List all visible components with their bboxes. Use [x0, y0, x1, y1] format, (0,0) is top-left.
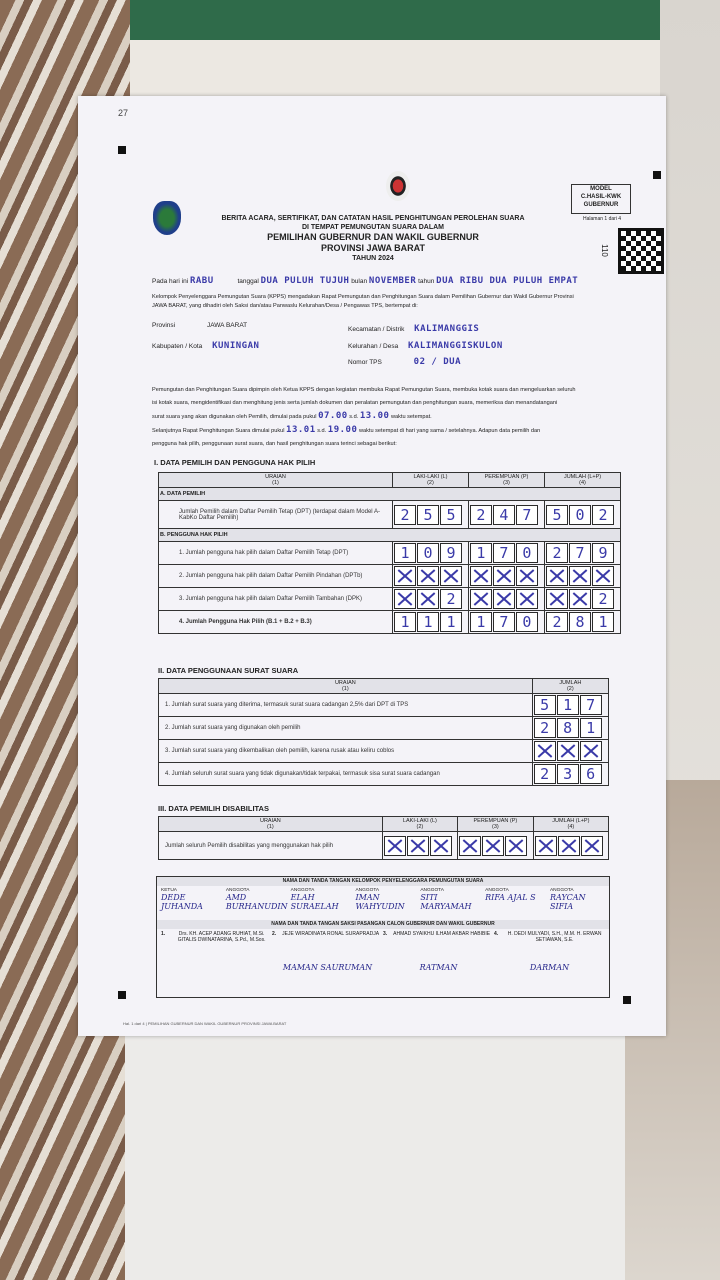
kpps-role: ANGGOTA: [549, 888, 574, 893]
s1-n3: (3): [503, 480, 510, 486]
s1-b4-j: [545, 611, 621, 634]
location-provinsi: [152, 322, 302, 329]
crossed-box: [440, 566, 462, 586]
value-kecamatan: KALIMANGGIS: [414, 324, 480, 334]
crossed-box: [482, 836, 504, 856]
kpps-name: IMAN WAHYUDIN: [355, 893, 405, 911]
s1-a-title: A. DATA PEMILIH: [159, 488, 621, 501]
s2-r2-value: [532, 717, 608, 740]
qr-code-icon: [618, 228, 664, 274]
digit-box: 7: [580, 695, 602, 715]
crossed-box: [546, 589, 568, 609]
label-kecamatan: Kecamatan / Distrik: [348, 326, 405, 333]
kpps-role: ANGGOTA: [355, 888, 380, 893]
crossed-box: [516, 589, 538, 609]
digit-box: 2: [546, 612, 568, 632]
saksi-candidate-1: [161, 931, 272, 961]
saksi-sig-empty: [161, 963, 272, 972]
kpps-sig-6: [485, 888, 545, 918]
s2-head-uraian-text: URAIAN: [334, 680, 356, 686]
s1-head-l: [393, 473, 469, 488]
value-end2: 19.00: [327, 425, 358, 435]
digit-box: 4: [493, 505, 515, 525]
crossed-box: [470, 566, 492, 586]
corner-mark-bottom-right: [623, 996, 631, 1004]
kpps-role: ANGGOTA: [225, 888, 250, 893]
crossed-box: [558, 836, 580, 856]
crossed-box: [459, 836, 481, 856]
digit-box: 2: [470, 505, 492, 525]
model-box: [571, 184, 631, 214]
digit-box: 9: [592, 543, 614, 563]
label-tanggal: tanggal: [237, 278, 259, 285]
label-kabupaten: Kabupaten / Kota: [152, 343, 203, 350]
saksi-names: [157, 929, 609, 963]
digit-box: 7: [569, 543, 591, 563]
label-provinsi: Provinsi: [152, 322, 176, 329]
model-line1: MODEL: [590, 186, 612, 192]
s2-r4-label: 4. Jumlah seluruh surat suara yang tidak digunakan/tidak terpakai, termasuk sisa surat suara cadangan: [159, 763, 533, 786]
crossed-box: [581, 836, 603, 856]
s3-l: [382, 832, 457, 860]
s3-head-j: [533, 817, 608, 832]
form-c-hasil: [78, 96, 666, 1036]
title-line5: TAHUN 2024: [352, 255, 394, 262]
location-kabupaten: [152, 341, 352, 351]
s3-head-j-text: JUMLAH (L+P): [552, 818, 590, 824]
value-provinsi: JAWA BARAT: [206, 322, 248, 329]
title-line4: PROVINSI JAWA BARAT: [320, 243, 425, 253]
s1-b3-l: [393, 588, 469, 611]
kpps-role-ketua: KETUA: [161, 888, 177, 893]
s3-n4: (4): [567, 824, 575, 830]
crossed-box: [384, 836, 406, 856]
digit-box: 7: [516, 505, 538, 525]
kpps-sig-7: [550, 888, 605, 918]
crossed-box: [535, 836, 557, 856]
body-p5: pengguna hak pilih, penggunaan surat suara, dan hasil penghitungan suara terinci sebagai berikut:: [152, 441, 397, 447]
tps-code: 110: [599, 244, 609, 257]
digit-box: 0: [569, 505, 591, 525]
crossed-box: [505, 836, 527, 856]
digit-box: 2: [546, 543, 568, 563]
s2-r3-value: [532, 740, 608, 763]
s3-head-uraian: [159, 817, 383, 832]
title-line1: BERITA ACARA, SERTIFIKAT, DAN CATATAN HASIL PENGHITUNGAN PEROLEHAN SUARA: [221, 215, 525, 222]
s1-b2-p: [468, 565, 544, 588]
s1-a-p: [468, 501, 544, 529]
s2-head-j-text: JUMLAH: [559, 680, 582, 686]
label-kelurahan: Kelurahan / Desa: [348, 343, 399, 350]
title-line2: DI TEMPAT PEMUNGUTAN SUARA DALAM: [301, 224, 445, 231]
s1-a-l: [393, 501, 469, 529]
kpps-title: NAMA DAN TANDA TANGAN KELOMPOK PENYELENGGARA PEMUNGUTAN SUARA: [157, 877, 609, 886]
s2-r2-label: 2. Jumlah surat suara yang digunakan oleh pemilih: [159, 717, 533, 740]
background-pillar: [125, 1020, 625, 1280]
value-kabupaten: KUNINGAN: [212, 341, 260, 351]
s1-b2-label: 2. Jumlah pengguna hak pilih dalam Daftar Pemilih Pindahan (DPTb): [159, 565, 393, 588]
kpps-role: ANGGOTA: [485, 888, 509, 893]
section3-table: [158, 816, 609, 860]
s1-b2-l: [393, 565, 469, 588]
s3-head-l-text: LAKI-LAKI (L): [402, 818, 437, 824]
s1-b4-p: [468, 611, 544, 634]
digit-box: 5: [417, 505, 439, 525]
label-bulan: bulan: [351, 278, 368, 285]
saksi-signatures: [157, 963, 609, 972]
s2-r3-label: 3. Jumlah surat suara yang dikembalikan oleh pemilih, karena rusak atau keliru coblos: [159, 740, 533, 763]
digit-box: 3: [557, 764, 579, 784]
form-title: [188, 214, 558, 263]
model-line3: GUBERNUR: [583, 202, 619, 208]
intro-para2: JAWA BARAT, yang dihadiri oleh Saksi dan/atau Panwaslu Kelurahan/Desa / Pengawas TPS, bertempat di:: [152, 303, 418, 309]
background-wall: [120, 40, 700, 100]
s3-n3: (3): [492, 824, 499, 830]
saksi-number: 1.: [161, 931, 166, 937]
section3-title: III. DATA PEMILIH DISABILITAS: [158, 804, 269, 813]
body-paragraph: [152, 384, 657, 451]
saksi-candidate-3: [383, 931, 494, 961]
s1-n4: (4): [579, 480, 586, 486]
s1-head-uraian: [159, 473, 393, 488]
saksi-number: 2.: [272, 931, 277, 937]
s3-row-label: Jumlah seluruh Pemilih disabilitas yang menggunakan hak pilih: [159, 832, 383, 860]
s3-p: [458, 832, 534, 860]
s2-n1: (1): [341, 686, 349, 692]
kpps-role: ANGGOTA: [290, 888, 315, 893]
intro-date-line: [152, 276, 652, 286]
saksi-signature-3: RATMAN: [419, 963, 458, 972]
digit-box: 7: [493, 543, 515, 563]
s1-a-row-label: Jumlah Pemilih dalam Daftar Pemilih Tetap (DPT) (terdapat dalam Model A-KabKo Daftar Pemilih): [159, 501, 393, 529]
location-kecamatan: [348, 324, 598, 334]
kpps-name: DEDE JUHANDA: [161, 893, 203, 911]
label-sd1: s.d.: [349, 414, 359, 420]
s2-r1-value: [532, 694, 608, 717]
s1-head-j-text: JUMLAH (L+P): [563, 474, 602, 480]
value-tanggal: DUA PULUH TUJUH: [260, 276, 350, 286]
body-p3b: waktu setempat.: [390, 414, 432, 420]
s3-n1: (1): [267, 824, 274, 830]
digit-box: 2: [592, 589, 614, 609]
s1-b3-label: 3. Jumlah pengguna hak pilih dalam Daftar Pemilih Tambahan (DPK): [159, 588, 393, 611]
kpps-signatures: [157, 886, 609, 920]
digit-box: 1: [580, 718, 602, 738]
digit-box: 7: [493, 612, 515, 632]
value-hari: RABU: [189, 276, 214, 286]
digit-box: 8: [569, 612, 591, 632]
handwritten-page-number: 27: [118, 108, 129, 118]
signature-block: [156, 876, 610, 998]
s1-b1-j: [545, 542, 621, 565]
saksi-title: NAMA DAN TANDA TANGAN SAKSI PASANGAN CALON GUBERNUR DAN WAKIL GUBERNUR: [157, 920, 609, 929]
intro-para1: Kelompok Penyelenggara Pemungutan Suara (KPPS) mengadakan Rapat Pemungutan dan Penghitungan Suara dalam Pemilihan Gubernur dan Wakil Gubernur Provinsi: [152, 294, 574, 300]
crossed-box: [394, 589, 416, 609]
s1-b-title: B. PENGGUNA HAK PILIH: [159, 529, 621, 542]
crossed-box: [394, 566, 416, 586]
digit-box: 0: [417, 543, 439, 563]
s1-head-p: [468, 473, 544, 488]
digit-box: 1: [394, 612, 416, 632]
crossed-box: [493, 589, 515, 609]
kpu-logo: [386, 171, 410, 201]
digit-box: 1: [440, 612, 462, 632]
s1-head-j: [545, 473, 621, 488]
jawa-barat-logo: [153, 201, 181, 235]
location-tps: [348, 357, 598, 367]
s1-b2-j: [545, 565, 621, 588]
s3-head-p-text: PEREMPUAN (P): [473, 818, 518, 824]
digit-box: 0: [516, 612, 538, 632]
crossed-box: [493, 566, 515, 586]
body-p2: isi kotak suara, mengidentifikasi dan menghitung jenis serta jumlah dokumen dan peralatan pemungutan dan penghitungan suara, memeriksa dan menandatangani: [152, 400, 558, 406]
digit-box: 1: [470, 612, 492, 632]
s2-n2: (2): [566, 686, 574, 692]
value-start1: 07.00: [318, 411, 348, 421]
digit-box: 1: [557, 695, 579, 715]
crossed-box: [407, 836, 429, 856]
label-tps: Nomor TPS: [348, 359, 382, 366]
corner-mark-top-left: [118, 146, 126, 154]
crossed-box: [534, 741, 556, 761]
value-tps: 02 / DUA: [413, 357, 462, 367]
digit-box: 1: [417, 612, 439, 632]
s3-head-p: [458, 817, 534, 832]
kpps-sig-4: [355, 888, 415, 918]
crossed-box: [569, 566, 591, 586]
s1-n1: (1): [272, 480, 279, 486]
saksi-candidate-2: [272, 931, 383, 961]
intro-paragraph: [152, 293, 657, 311]
s1-b3-j: [545, 588, 621, 611]
s1-head-p-text: PEREMPUAN (P): [484, 474, 529, 480]
s1-b1-label: 1. Jumlah pengguna hak pilih dalam Daftar Pemilih Tetap (DPT): [159, 542, 393, 565]
s2-head-j: [532, 679, 608, 694]
model-line2: C.HASIL-KWK: [580, 194, 622, 200]
kpps-sig-2: [226, 888, 286, 918]
page-footer: Hal. 1 dari 4 | PEMILIHAN GUBERNUR DAN WAKIL GUBERNUR PROVINSI JAWA BARAT: [123, 1021, 287, 1026]
value-start2: 13.01: [286, 425, 316, 435]
body-p4: [152, 424, 657, 438]
digit-box: 1: [592, 612, 614, 632]
digit-box: 9: [440, 543, 462, 563]
value-end1: 13.00: [359, 411, 390, 421]
corner-mark-top-right: [653, 171, 661, 179]
s3-n2: (2): [416, 824, 424, 830]
digit-box: 5: [440, 505, 462, 525]
s1-head-uraian-text: URAIAN: [265, 474, 286, 480]
value-kelurahan: KALIMANGGISKULON: [408, 341, 503, 351]
section1-table: [158, 472, 621, 634]
kpps-name: RIFA AJAL S: [485, 893, 536, 902]
page-indicator: Halaman 1 dari 4: [583, 216, 622, 222]
candidate-pair-1: Drs. KH. ACEP ADANG RUHIAT, M.Si. GITALIS DWINATARINA, S.Pd., M.Sos.: [177, 931, 266, 943]
digit-box: 8: [557, 718, 579, 738]
value-bulan: NOVEMBER: [368, 276, 417, 286]
body-p4a: Selanjutnya Rapat Penghitungan Suara dimulai pukul: [152, 428, 285, 434]
crossed-box: [417, 589, 439, 609]
section1-title: I. DATA PEMILIH DAN PENGGUNA HAK PILIH: [154, 458, 316, 467]
label-tahun: tahun: [418, 278, 435, 285]
crossed-box: [546, 566, 568, 586]
digit-box: 5: [546, 505, 568, 525]
crossed-box: [580, 741, 602, 761]
candidate-pair-4: H. DEDI MULYADI, S.H., M.M. H. ERWAN SETIAWAN, S.E.: [507, 931, 602, 943]
s1-head-l-text: LAKI-LAKI (L): [413, 474, 448, 480]
crossed-box: [569, 589, 591, 609]
saksi-signature-2: MAMAN SAURUMAN: [282, 963, 373, 972]
crossed-box: [417, 566, 439, 586]
kpps-name: AMD BURHANUDIN: [225, 893, 288, 911]
body-p3: [152, 410, 657, 424]
s2-r1-label: 1. Jumlah surat suara yang diterima, termasuk surat suara cadangan 2,5% dari DPT di TPS: [159, 694, 533, 717]
saksi-signature-4: DARMAN: [529, 963, 570, 972]
s3-head-uraian-text: URAIAN: [259, 818, 281, 824]
title-line3: PEMILIHAN GUBERNUR DAN WAKIL GUBERNUR: [267, 232, 479, 242]
kpps-sig-5: [420, 888, 480, 918]
s1-b1-p: [468, 542, 544, 565]
location-kelurahan: [348, 341, 628, 351]
label-sd2: s.d.: [317, 428, 327, 434]
kpps-name: RAYCAN SIFIA: [549, 893, 586, 911]
s1-b4-l: [393, 611, 469, 634]
candidate-pair-3: AHMAD SYAIKHU ILHAM AKBAR HABIBIE: [393, 931, 491, 937]
crossed-box: [516, 566, 538, 586]
body-p3a: surat suara yang akan digunakan oleh Pemilih, dimulai pada pukul: [152, 414, 317, 420]
saksi-candidate-4: [494, 931, 605, 961]
s2-head-uraian: [159, 679, 533, 694]
crossed-box: [430, 836, 452, 856]
s2-r4-value: [532, 763, 608, 786]
s3-head-l: [382, 817, 457, 832]
digit-box: 0: [516, 543, 538, 563]
s1-b1-l: [393, 542, 469, 565]
corner-mark-bottom-left: [118, 991, 126, 999]
body-p4b: waktu setempat di hari yang sama / setelahnya. Adapun data pemilih dan: [358, 428, 541, 434]
kpps-name: SITI MARYAMAH: [420, 893, 472, 911]
digit-box: 1: [470, 543, 492, 563]
kpps-name: ELAH SURAELAH: [290, 893, 339, 911]
digit-box: 2: [534, 764, 556, 784]
s1-a-j: [545, 501, 621, 529]
s1-b4-label: 4. Jumlah Pengguna Hak Pilih (B.1 + B.2 + B.3): [159, 611, 393, 634]
s3-j: [533, 832, 608, 860]
body-p1: Pemungutan dan Penghitungan Suara dipimpin oleh Ketua KPPS dengan kegiatan membuka Rapat Pemungutan Suara, membuka kotak suara dan mengeluarkan seluruh: [152, 387, 576, 393]
kpps-sig-1: [161, 888, 221, 918]
digit-box: 1: [394, 543, 416, 563]
crossed-box: [557, 741, 579, 761]
saksi-number: 4.: [494, 931, 499, 937]
digit-box: 2: [534, 718, 556, 738]
digit-box: 2: [440, 589, 462, 609]
crossed-box: [592, 566, 614, 586]
digit-box: 5: [534, 695, 556, 715]
s1-n2: (2): [427, 480, 434, 486]
kpps-sig-3: [291, 888, 351, 918]
saksi-number: 3.: [383, 931, 388, 937]
value-tahun: DUA RIBU DUA PULUH EMPAT: [436, 276, 579, 286]
digit-box: 6: [580, 764, 602, 784]
crossed-box: [470, 589, 492, 609]
section2-title: II. DATA PENGGUNAAN SURAT SUARA: [158, 666, 299, 675]
digit-box: 2: [394, 505, 416, 525]
section2-table: [158, 678, 609, 786]
candidate-pair-2: JEJE WIRADINATA RONAL SURAPRADJA: [282, 931, 380, 937]
s1-b3-p: [468, 588, 544, 611]
label-pada-hari: Pada hari ini: [152, 278, 189, 285]
digit-box: 2: [592, 505, 614, 525]
kpps-role: ANGGOTA: [420, 888, 444, 893]
